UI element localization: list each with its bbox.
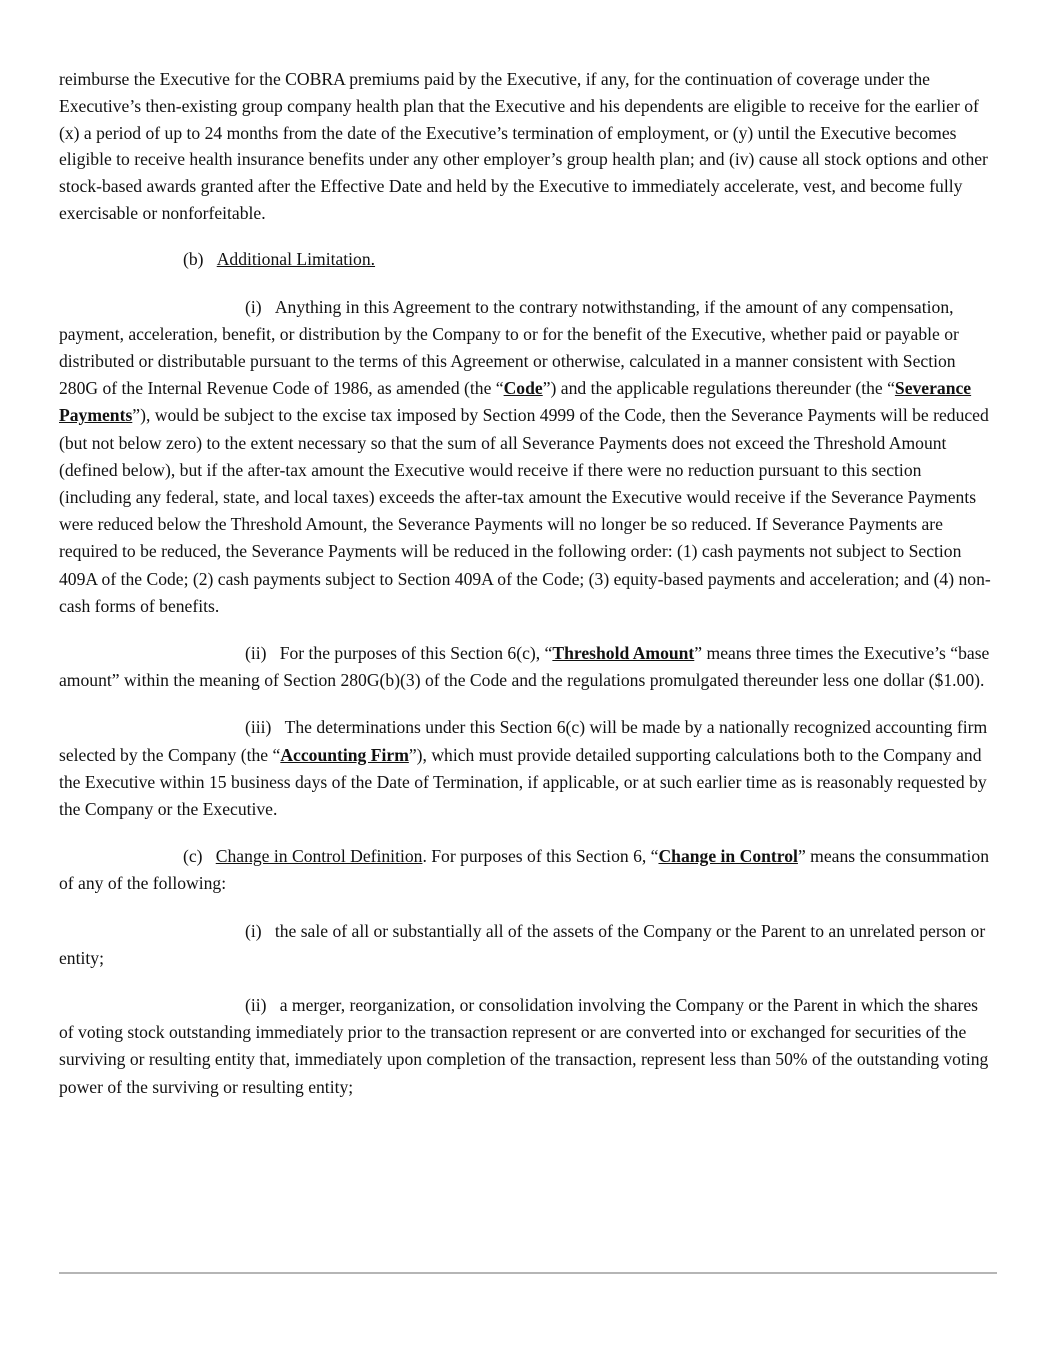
- c-i-number: (i): [245, 920, 262, 941]
- b-i-text-2: ”) and the applicable regulations thereunder (the “: [542, 378, 895, 399]
- b-i-text-1: Anything in this Agreement to the contrary notwithstanding, if the amount of any compensation, payment, acceleration, benefit, or distribution by the Company to or for the benefit of the Executive, whether paid or payable or distributed or distributable pursuant to the terms of this Agreement or otherwise, calculated in a manner consistent with Section 280G of the Internal Revenue Code of 1986, as amended (the “: [59, 296, 959, 399]
- section-c-title: Change in Control Definition: [215, 846, 423, 867]
- section-b-i-paragraph: [59, 294, 997, 620]
- section-c-paragraph: [59, 843, 997, 897]
- section-b-title: Additional Limitation.: [216, 248, 376, 269]
- defined-term-threshold-amount: Threshold Amount: [552, 643, 695, 664]
- b-ii-text-1: For the purposes of this Section 6(c), “: [279, 643, 553, 664]
- c-text-2: ” means the consummation of any of the following:: [59, 846, 989, 894]
- page-bottom-rule: [59, 1272, 997, 1274]
- b-ii-text-2: ” means three times the Executive’s “base amount” within the meaning of Section 280G(b)(3) of the Code and the regulations promulgated thereunder less one dollar ($1.00).: [59, 643, 990, 691]
- defined-term-code: Code: [503, 378, 543, 399]
- c-i-text: the sale of all or substantially all of the assets of the Company or the Parent to an unrelated person or entity;: [59, 920, 986, 968]
- b-iii-number: (iii): [245, 717, 272, 738]
- b-iii-text-1: The determinations under this Section 6(c) will be made by a nationally recognized accounting firm selected by the Company (the “: [59, 717, 988, 765]
- section-c-ii-paragraph: [59, 992, 997, 1101]
- b-i-number: (i): [245, 296, 262, 317]
- c-ii-number: (ii): [245, 995, 267, 1016]
- section-c-number: (c): [183, 846, 203, 867]
- document-page: [59, 66, 997, 1121]
- c-ii-text: a merger, reorganization, or consolidation involving the Company or the Parent in which the shares of voting stock outstanding immediately prior to the transaction represent or are converted into or exchanged for securities of the surviving or resulting entity that, immediately upon completion of the transaction, represent less than 50% of the outstanding voting power of the surviving or resulting entity;: [59, 995, 989, 1097]
- intro-paragraph: reimburse the Executive for the COBRA premiums paid by the Executive, if any, for the continuation of coverage under the Executive’s then-existing group company health plan that the Executive and his dependents are eligible to receive for the earlier of (x) a period of up to 24 months from the date of the Executive’s termination of employment, or (y) until the Executive becomes eligible to receive health insurance benefits under any other employer’s group health plan; and (iv) cause all stock options and other stock-based awards granted after the Effective Date and held by the Executive to immediately accelerate, vest, and become fully exercisable or nonforfeitable.: [59, 69, 988, 223]
- defined-term-severance-payments: Severance Payments: [59, 378, 972, 426]
- b-iii-text-2: ”), which must provide detailed supporting calculations both to the Company and the Executive within 15 business days of the Date of Termination, if applicable, or at such earlier time as is reasonably requested by the Company or the Executive.: [59, 744, 987, 820]
- b-ii-number: (ii): [245, 643, 267, 664]
- section-b-heading: [59, 246, 997, 273]
- defined-term-accounting-firm: Accounting Firm: [280, 744, 409, 765]
- section-c-i-paragraph: [59, 918, 997, 972]
- b-i-text-3: ”), would be subject to the excise tax imposed by Section 4999 of the Code, then the Severance Payments will be reduced (but not below zero) to the extent necessary so that the sum of all Severance Payments does not exceed the Threshold Amount (defined below), but if the after-tax amount the Executive would receive if there were no reduction pursuant to this section (including any federal, state, and local taxes) exceeds the after-tax amount the Executive would receive if the Severance Payments were reduced below the Threshold Amount, the Severance Payments will no longer be so reduced. If Severance Payments are required to be reduced, the Severance Payments will be reduced in the following order: (1) cash payments not subject to Section 409A of the Code; (2) cash payments subject to Section 409A of the Code; (3) equity-based payments and acceleration; and (4) non-cash forms of benefits.: [59, 405, 991, 616]
- defined-term-change-in-control: Change in Control: [658, 846, 798, 867]
- section-b-number: (b): [183, 248, 204, 269]
- section-b-iii-paragraph: [59, 714, 997, 823]
- section-b-ii-paragraph: [59, 640, 997, 694]
- c-text-1: . For purposes of this Section 6, “: [422, 846, 659, 867]
